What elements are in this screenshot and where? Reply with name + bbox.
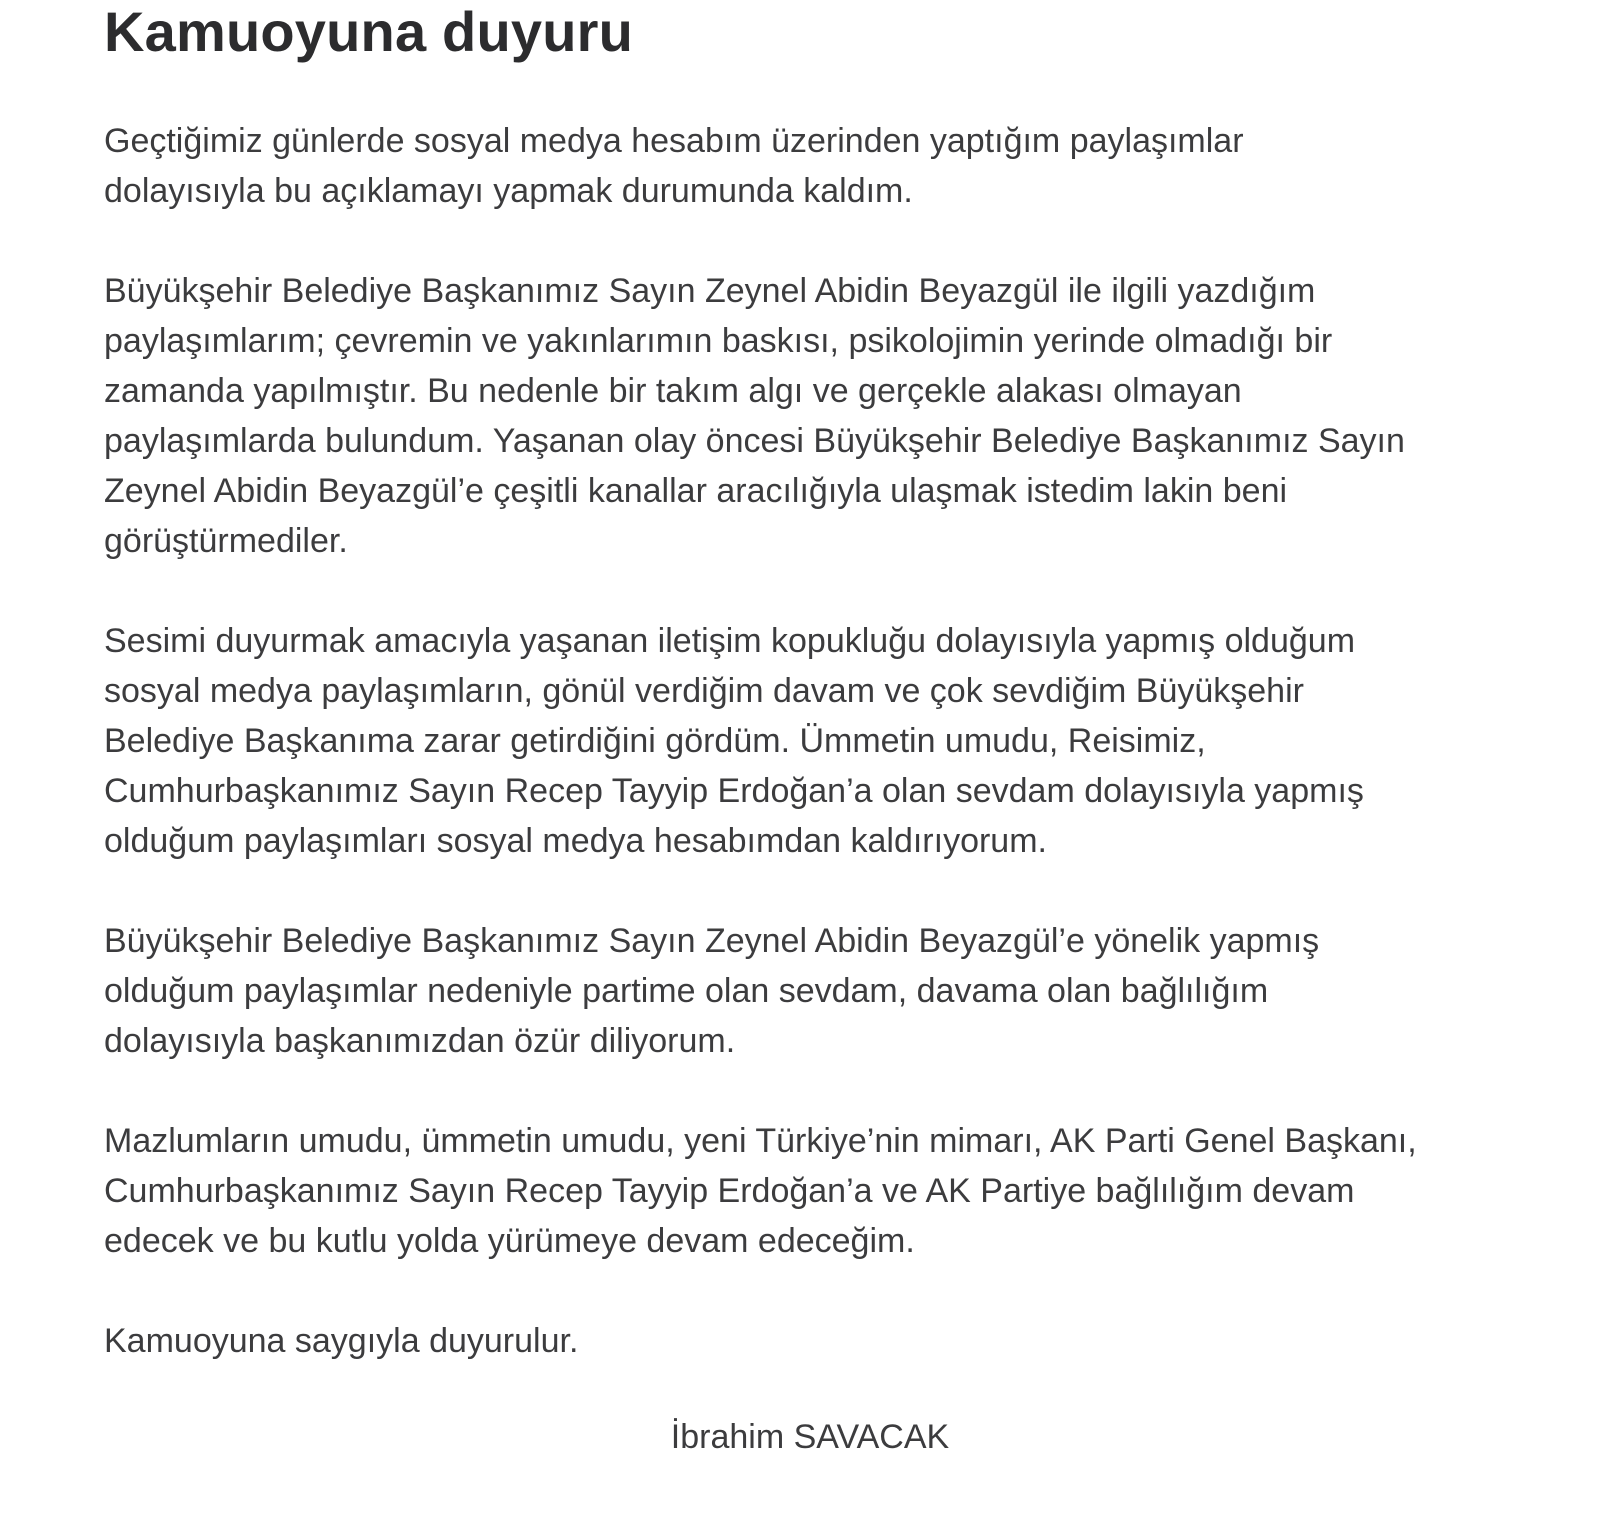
paragraph-intro: Geçtiğimiz günlerde sosyal medya hesabım üzerinden yaptığım paylaşımlar dolayısıyla bu açıklamayı yapmak durumunda kaldım.: [104, 122, 1244, 210]
paragraph-removal: Sesimi duyurmak amacıyla yaşanan iletişim kopukluğu dolayısıyla yapmış olduğum sosyal medya paylaşımların, gönül verdiğim davam ve çok sevdiğim Büyükşehir Belediye Başkanıma zarar getirdiğini gördüm. Ümmetin umudu, Reisimiz, Cumhurbaşkanımız Sayın Recep Tayyip Erdoğan’a olan sevdam dolayısıyla yapmış olduğum paylaşımları sosyal medya hesabımdan kaldırıyorum.: [104, 622, 1364, 860]
paragraph-context: Büyükşehir Belediye Başkanımız Sayın Zeynel Abidin Beyazgül ile ilgili yazdığım paylaşımlarım; çevremin ve yakınlarımın baskısı, psikolojimin yerinde olmadığı bir zamanda yapılmıştır. Bu nedenle bir takım algı ve gerçekle alakası olmayan paylaşımlarda bulundum. Yaşanan olay öncesi Büyükşehir Belediye Başkanımız Sayın Zeynel Abidin Beyazgül’e çeşitli kanallar aracılığıyla ulaşmak istedim lakin beni görüştürmediler.: [104, 272, 1405, 560]
announcement-document: [104, 0, 1504, 1416]
paragraph-loyalty: Mazlumların umudu, ümmetin umudu, yeni Türkiye’nin mimarı, AK Parti Genel Başkanı, Cumhurbaşkanımız Sayın Recep Tayyip Erdoğan’a ve AK Partiye bağlılığım devam edecek ve bu kutlu yolda yürümeye devam edeceğim.: [104, 1122, 1417, 1260]
signature-name: İbrahim SAVACAK: [670, 1418, 950, 1456]
document-body: [104, 116, 1504, 1366]
paragraph-apology: Büyükşehir Belediye Başkanımız Sayın Zeynel Abidin Beyazgül’e yönelik yapmış olduğum paylaşımlar nedeniyle partime olan sevdam, davama olan bağlılığım dolayısıyla başkanımızdan özür diliyorum.: [104, 922, 1320, 1060]
document-title: Kamuoyuna duyuru: [104, 0, 634, 63]
paragraph-closing: Kamuoyuna saygıyla duyurulur.: [104, 1322, 579, 1360]
